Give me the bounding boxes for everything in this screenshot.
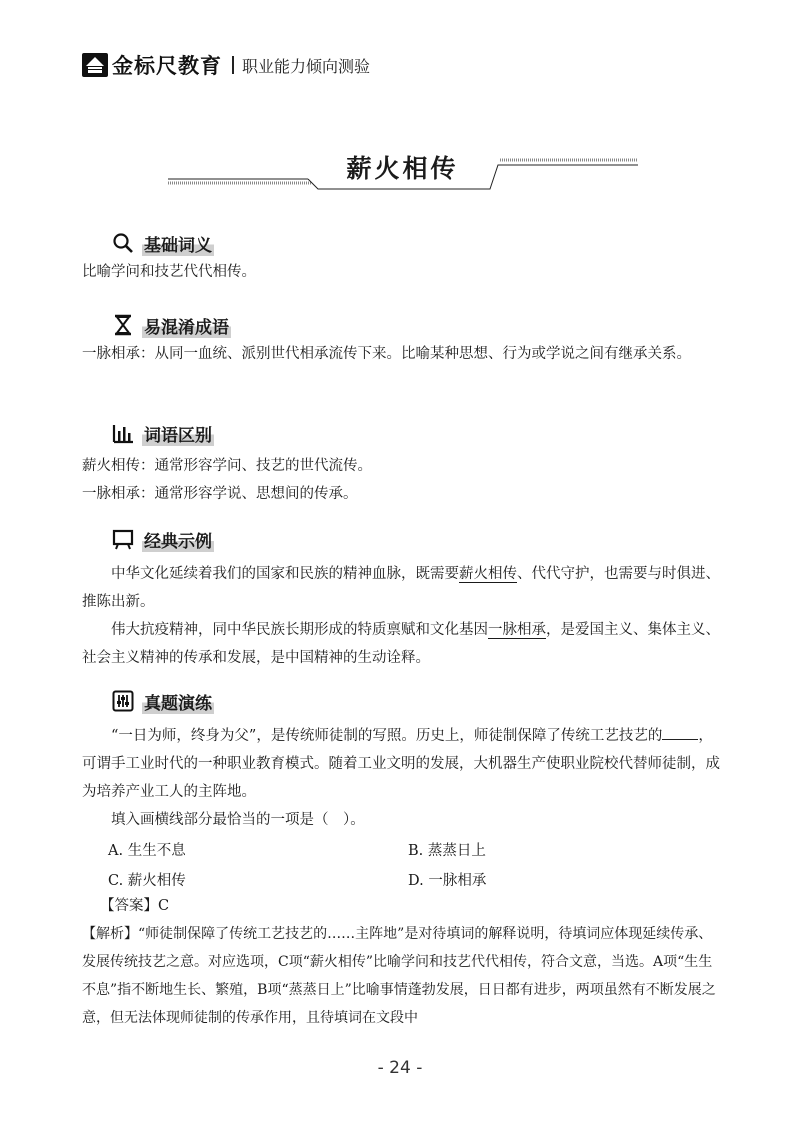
option-a: A. 生生不息	[108, 842, 186, 859]
fill-blank	[662, 725, 698, 740]
bar-chart-icon	[112, 422, 134, 444]
section-classic-example	[112, 526, 214, 552]
title-banner	[160, 135, 645, 195]
section-practice	[112, 688, 214, 714]
header-divider	[232, 56, 234, 74]
question-prompt: 填入画横线部分最恰当的一项是（ ）。	[111, 812, 365, 828]
example-paragraph-2: 伟大抗疫精神，同中华民族长期形成的特质禀赋和文化基因一脉相承，是爱国主义、集体主义、社会主义精神的传承和发展，是中国精神的生动诠释。	[82, 622, 720, 666]
section-title: 基础词义	[142, 231, 214, 256]
example-paragraph-1: 中华文化延续着我们的国家和民族的精神血脉，既需要薪火相传、代代守护，也需要与时俱进、推陈出新。	[82, 566, 720, 610]
distinction-line-2: 一脉相承：通常形容学说、思想间的传承。	[82, 486, 358, 502]
logo-text: 金标尺教育	[112, 54, 222, 78]
answer-key: 【答案】C	[100, 898, 170, 914]
board-icon	[112, 528, 134, 550]
section-title: 经典示例	[142, 527, 214, 552]
basic-meaning-text: 比喻学问和技艺代代相传。	[82, 264, 256, 280]
page-number: - 24 -	[377, 1058, 423, 1078]
logo-icon	[82, 53, 108, 77]
option-c: C. 薪火相传	[108, 872, 186, 889]
option-d: D. 一脉相承	[408, 872, 487, 889]
highlighted-term: 一脉相承	[488, 622, 546, 638]
distinction-line-1: 薪火相传：通常形容学问、技艺的世代流传。	[82, 458, 372, 474]
section-title: 易混淆成语	[142, 313, 231, 338]
answer-options	[108, 834, 708, 894]
section-basic-meaning	[112, 230, 214, 256]
hourglass-icon	[112, 314, 134, 336]
section-title: 词语区别	[142, 421, 214, 446]
page-header	[82, 50, 370, 80]
magnifier-icon	[112, 232, 134, 254]
analysis-text: 【解析】“师徒制保障了传统工艺技艺的……主阵地”是对待填词的解释说明，待填词应体现延续传承、发展传统技艺之意。对应选项，C项“薪火相传”比喻学问和技艺代代相传，符合文意，当选。A项“生生不息”指不断地生长、繁殖，B项“蒸蒸日上”比喻事情蓬勃发展，日日都有进步，两项虽然有不断发展之意，但无法体现师徒制的传承作用，且待填词在文段中	[82, 926, 716, 1026]
highlighted-term: 薪火相传	[459, 566, 517, 582]
section-confusing-idiom	[112, 312, 231, 338]
confusing-idiom-text: 一脉相承：从同一血统、派别世代相承流传下来。比喻某种思想、行为或学说之间有继承关系。	[82, 346, 691, 362]
header-subtitle: 职业能力倾向测验	[242, 56, 371, 76]
section-title: 真题演练	[142, 689, 214, 714]
page-title: 薪火相传	[346, 154, 459, 183]
option-b: B. 蒸蒸日上	[408, 842, 486, 859]
question-stem: “一日为师，终身为父”，是传统师徒制的写照。历史上，师徒制保障了传统工艺技艺的 ，可谓手工业时代的一种职业教育模式。随着工业文明的发展，大机器生产使职业院校代替师徒制，成为培养产业工人的主阵地。	[82, 722, 722, 806]
sliders-icon	[112, 690, 134, 712]
section-word-distinction	[112, 420, 214, 446]
